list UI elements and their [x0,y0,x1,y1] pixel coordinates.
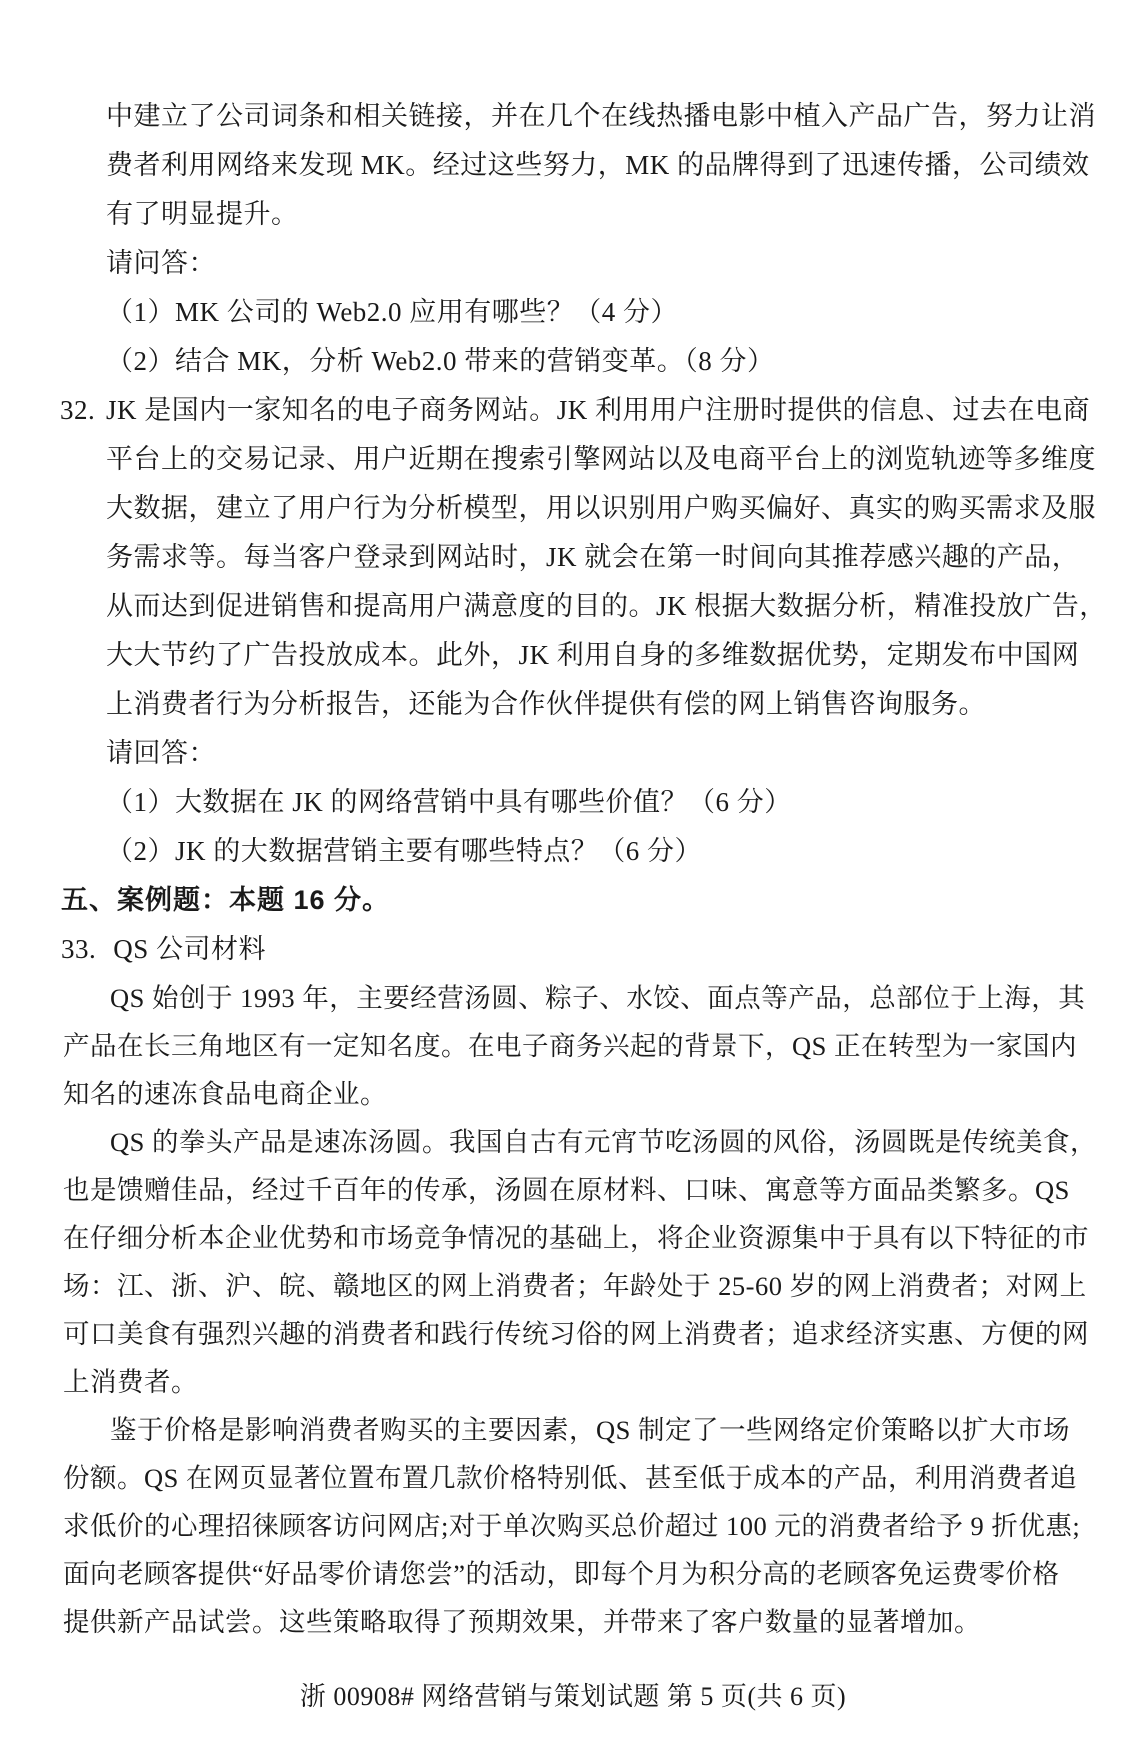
sub-question-line: （2）结合 MK，分析 Web2.0 带来的营销变革。（8 分） [106,346,775,376]
sub-question-line: （1）大数据在 JK 的网络营销中具有哪些价值？（6 分） [106,787,792,817]
case-text-line: 大数据，建立了用户行为分析模型，用以识别用户购买偏好、真实的购买需求及服 [106,493,1096,523]
answer-prompt: 请问答： [106,248,216,278]
material-line: 面向老顾客提供“好品零价请您尝”的活动，即每个月为积分高的老顾客免运费零价格 [63,1559,1060,1589]
material-line: 提供新产品试尝。这些策略取得了预期效果，并带来了客户数量的显著增加。 [63,1607,981,1637]
case-text-line: 有了明显提升。 [106,199,299,229]
section-heading: 五、案例题：本题 16 分。 [61,885,391,915]
material-line: 场：江、浙、沪、皖、赣地区的网上消费者；年龄处于 25-60 岁的网上消费者；对网上 [63,1271,1087,1301]
case-text-line: 从而达到促进销售和提高用户满意度的目的。JK 根据大数据分析，精准投放广告， [106,591,1107,621]
material-line: QS 始创于 1993 年，主要经营汤圆、粽子、水饺、面点等产品，总部位于上海，其 [110,983,1086,1013]
material-line: 也是馈赠佳品，经过千百年的传承，汤圆在原材料、口味、寓意等方面品类繁多。QS [63,1175,1070,1205]
material-line: QS 的拳头产品是速冻汤圆。我国自古有元宵节吃汤圆的风俗，汤圆既是传统美食， [110,1127,1097,1157]
case-text: JK 是国内一家知名的电子商务网站。JK 利用用户注册时提供的信息、过去在电商 [106,395,1091,425]
question-33-material [63,974,1146,1646]
material-line: 在仔细分析本企业优势和市场竞争情况的基础上，将企业资源集中于具有以下特征的市 [63,1223,1089,1253]
material-line: 知名的速冻食品电商企业。 [63,1079,387,1109]
case-text-line: 平台上的交易记录、用户近期在搜索引擎网站以及电商平台上的浏览轨迹等多维度 [106,444,1096,474]
material-line: 上消费者。 [63,1367,198,1397]
case-title: QS 公司材料 [113,934,267,964]
question-33-title-line [61,925,1146,974]
sub-question-line: （1）MK 公司的 Web2.0 应用有哪些？（4 分） [106,297,679,327]
question-32 [60,386,1146,876]
case-text-line: 大大节约了广告投放成本。此外，JK 利用自身的多维数据优势，定期发布中国网 [106,640,1080,670]
case-text-line: 务需求等。每当客户登录到网站时，JK 就会在第一时间向其推荐感兴趣的产品， [106,542,1080,572]
case-text-line [60,386,1146,435]
case-text-line: 上消费者行为分析报告，还能为合作伙伴提供有偿的网上销售咨询服务。 [106,689,986,719]
question-number: 32. [60,395,96,425]
material-line: 份额。QS 在网页显著位置布置几款价格特别低、甚至低于成本的产品，利用消费者追 [63,1463,1077,1493]
case-text-line: 费者利用网络来发现 MK。经过这些努力，MK 的品牌得到了迅速传播，公司绩效 [106,150,1090,180]
page-footer: 浙 00908# 网络营销与策划试题 第 5 页(共 6 页) [299,1682,847,1711]
answer-prompt: 请回答： [106,738,216,768]
question-number: 33. [61,934,97,964]
sub-question-line: （2）JK 的大数据营销主要有哪些特点？（6 分） [106,836,703,866]
material-line: 产品在长三角地区有一定知名度。在电子商务兴起的背景下，QS 正在转型为一家国内 [63,1031,1077,1061]
material-line: 鉴于价格是影响消费者购买的主要因素，QS 制定了一些网络定价策略以扩大市场 [110,1415,1070,1445]
question-31-continuation [106,92,1146,386]
material-line: 可口美食有强烈兴趣的消费者和践行传统习俗的网上消费者；追求经济实惠、方便的网 [63,1319,1089,1349]
case-text-line: 中建立了公司词条和相关链接，并在几个在线热播电影中植入产品广告，努力让消 [106,101,1096,131]
material-line: 求低价的心理招徕顾客访问网店;对于单次购买总价超过 100 元的消费者给予 9 折优惠; [63,1511,1081,1541]
